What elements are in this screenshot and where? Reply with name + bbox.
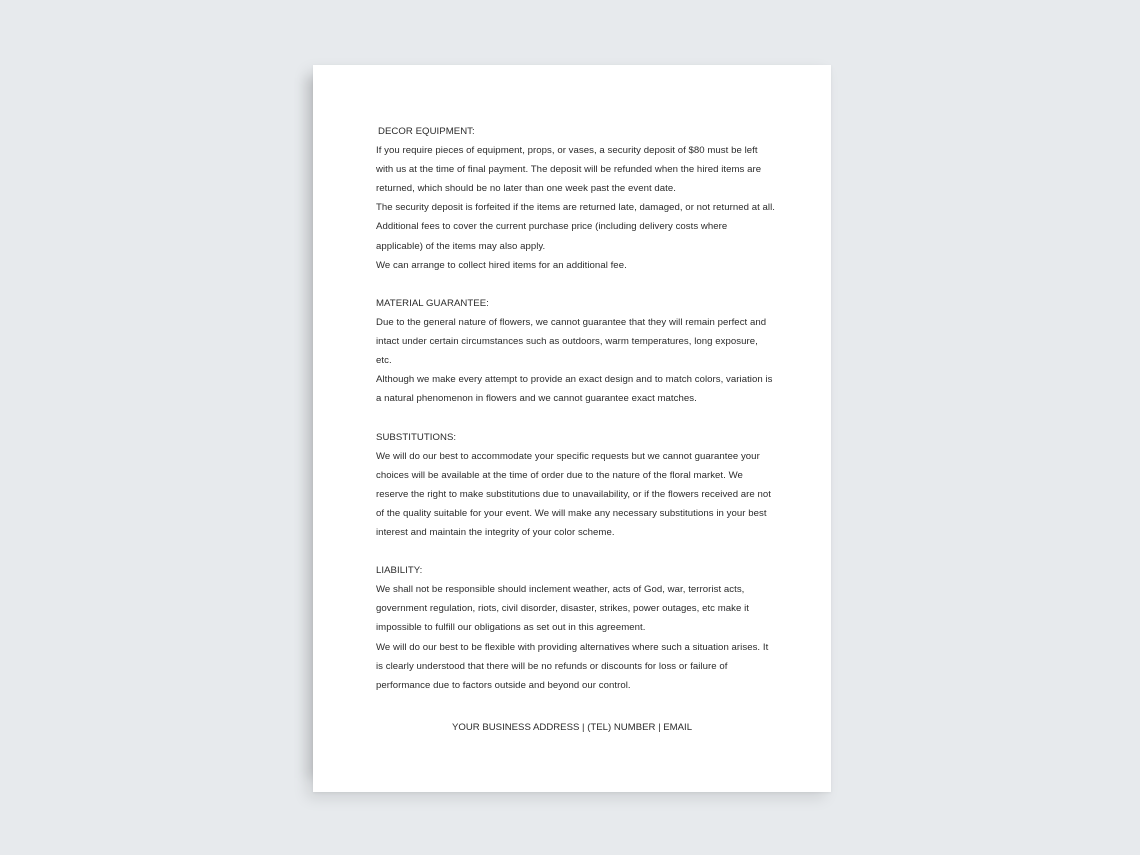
section-paragraph: Due to the general nature of flowers, we cannot guarantee that they will remain perfect and intact under certain circumstances such as outdoors, warm temperatures, long exposure, etc. [376,316,767,367]
section-paragraph: We will do our best to be flexible with providing alternatives where such a situation arises. It is clearly understood that there will be no refunds or discounts for loss or failure of performance due to factors outside and beyond our control. [376,641,769,691]
document-page [313,65,831,792]
section-paragraph: Although we make every attempt to provide an exact design and to match colors, variation is a natural phenomenon in flowers and we cannot guarantee exact matches. [376,374,773,405]
section-heading: MATERIAL GUARANTEE: [376,297,489,309]
section-paragraph: We shall not be responsible should inclement weather, acts of God, war, terrorist acts, government regulation, riots, civil disorder, disaster, strikes, power outages, etc make it impossible to fulfill our obligations as set out in this agreement. [376,584,750,634]
business-contact-footer: YOUR BUSINESS ADDRESS | (TEL) NUMBER | EMAIL [451,722,693,733]
section-paragraph: If you require pieces of equipment, props, or vases, a security deposit of $80 must be left with us at the time of final payment. The deposit will be refunded when the hired items are returned, which should be no later than one week past the event date. [376,145,762,195]
section-heading: LIABILITY: [376,565,423,577]
section-paragraph: We will do our best to accommodate your specific requests but we cannot guarantee your choices will be available at the time of order due to the nature of the floral market. We reserve the right to make substitutions due to unavailability, or if the flowers received are not of the quality suitable for your event. We will make any necessary substitutions in your best interest and maintain the integrity of your color scheme. [376,450,772,538]
section-material-guarantee [376,294,776,409]
section-substitutions [376,428,776,543]
section-liability [376,561,776,695]
section-heading: SUBSTITUTIONS: [376,431,457,443]
section-heading: DECOR EQUIPMENT: [378,126,475,137]
section-decor-equipment [376,122,776,275]
section-paragraph: We can arrange to collect hired items for an additional fee. [376,259,627,271]
section-paragraph: The security deposit is forfeited if the items are returned late, damaged, or not returned at all. Additional fees to cover the current purchase price (including delivery costs where applicable) of the items may also apply. [376,202,775,252]
document-body [376,122,776,714]
